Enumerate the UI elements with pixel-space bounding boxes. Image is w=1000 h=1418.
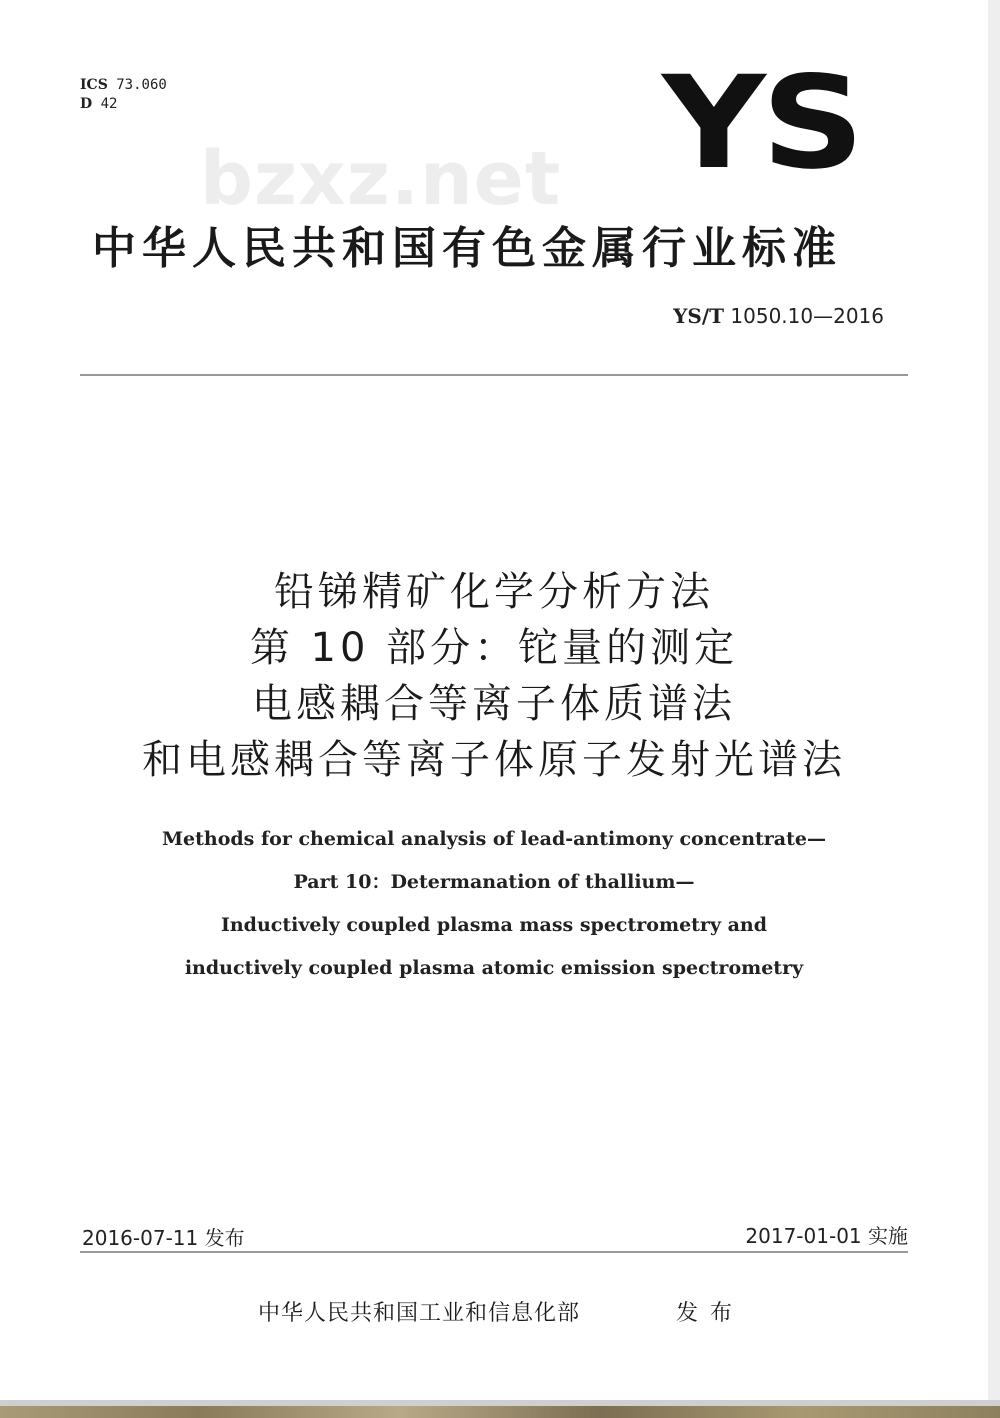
header-title: 中华人民共和国有色金属行业标准 xyxy=(92,223,842,274)
cn-title-line: 铅锑精矿化学分析方法 xyxy=(274,569,714,615)
watermark: bzxz.net xyxy=(200,136,562,222)
standard-number-value: 1050.10—2016 xyxy=(730,304,884,328)
en-title-line: Part 10：Determanation of thallium— xyxy=(293,871,695,893)
ics-code: 73.060 xyxy=(116,77,167,93)
ys-logo: YS xyxy=(662,49,861,198)
implementation-date: 2017-01-01 实施 xyxy=(745,1224,908,1248)
top-divider xyxy=(80,374,908,376)
page-edge xyxy=(988,0,1000,1400)
cn-title-line: 和电感耦合等离子体原子发射光谱法 xyxy=(142,737,846,783)
ccs-line xyxy=(80,95,167,114)
classification-codes xyxy=(80,76,167,114)
chinese-title xyxy=(60,564,928,788)
cn-title-line: 第 10 部分：铊量的测定 xyxy=(249,625,739,671)
publisher: 中华人民共和国工业和信息化部 xyxy=(258,1301,581,1326)
ics-label: ICS xyxy=(80,77,108,93)
ccs-code: 42 xyxy=(100,96,118,112)
bottom-divider xyxy=(80,1251,908,1253)
cn-title-line: 电感耦合等离子体质谱法 xyxy=(252,681,736,727)
en-title-line: Methods for chemical analysis of lead-antimony concentrate— xyxy=(162,828,826,850)
publish-word: 发布 xyxy=(676,1301,745,1326)
issue-date: 2016-07-11 发布 xyxy=(82,1226,245,1250)
standard-prefix: YS/T xyxy=(673,304,725,328)
background-strip xyxy=(0,1400,1000,1418)
ics-line xyxy=(80,76,167,95)
english-title xyxy=(60,818,928,990)
standard-number xyxy=(673,304,884,328)
en-title-line: inductively coupled plasma atomic emission spectrometry xyxy=(184,957,804,979)
en-title-line: Inductively coupled plasma mass spectrometry and xyxy=(220,914,768,936)
ccs-label: D xyxy=(80,96,93,112)
